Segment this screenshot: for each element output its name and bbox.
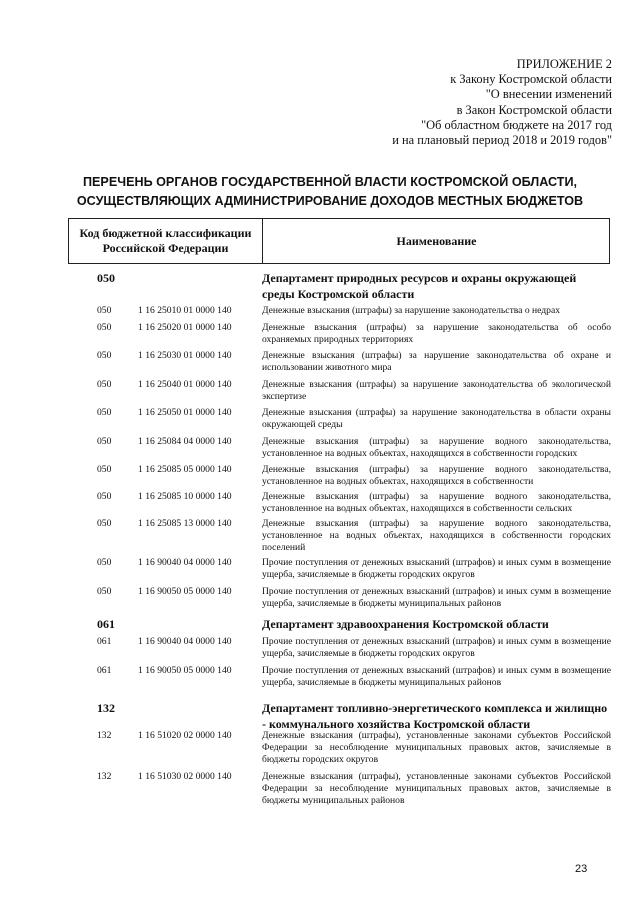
admin-code: 050 — [97, 586, 112, 597]
row-name: Департамент здравоохранения Костромской области — [262, 617, 549, 631]
appendix-line: "Об областном бюджете на 2017 год — [421, 117, 612, 132]
row-name: Денежные взыскания (штрафы) за нарушение законодательства о недрах — [262, 305, 561, 316]
row-name: Прочие поступления от денежных взысканий (штрафов) и иных сумм в возмещение ущерба, зачисляемые в бюджеты муниципальных районов — [262, 665, 611, 688]
budget-code: 1 16 25020 01 0000 140 — [138, 322, 232, 333]
admin-code: 050 — [97, 436, 112, 447]
budget-code: 1 16 25084 04 0000 140 — [138, 436, 232, 447]
budget-code: 1 16 25040 01 0000 140 — [138, 379, 232, 390]
admin-code: 050 — [97, 322, 112, 333]
header-name-cell: Наименование — [396, 234, 477, 248]
document-title-line: ПЕРЕЧЕНЬ ОРГАНОВ ГОСУДАРСТВЕННОЙ ВЛАСТИ КОСТРОМСКОЙ ОБЛАСТИ, — [82, 175, 578, 189]
appendix-header — [392, 57, 612, 148]
appendix-line: к Закону Костромской области — [450, 72, 612, 87]
admin-code: 132 — [97, 771, 112, 782]
row-name: Денежные взыскания (штрафы), установленные законами субъектов Российской Федерации за несоблюдение муниципальных правовых актов, зачисляемые в бюджеты городских округов — [262, 730, 611, 765]
appendix-line: ПРИЛОЖЕНИЕ 2 — [516, 57, 612, 71]
row-name: Департамент природных ресурсов и охраны окружающей среды Костромской области — [262, 271, 577, 301]
admin-code: 132 — [97, 730, 112, 741]
admin-code: 050 — [97, 464, 112, 475]
budget-code: 1 16 25030 01 0000 140 — [138, 350, 232, 361]
appendix-line: в Закон Костромской области — [456, 102, 612, 117]
page-number: 23 — [575, 863, 588, 875]
document-title-line: ОСУЩЕСТВЛЯЮЩИХ АДМИНИСТРИРОВАНИЕ ДОХОДОВ МЕСТНЫХ БЮДЖЕТОВ — [76, 194, 584, 208]
budget-code: 1 16 25085 05 0000 140 — [138, 464, 232, 475]
table-header — [68, 218, 610, 264]
budget-code: 1 16 25085 10 0000 140 — [138, 491, 232, 502]
admin-code: 050 — [97, 379, 112, 390]
budget-code: 1 16 90040 04 0000 140 — [138, 636, 232, 647]
budget-code: 1 16 25010 01 0000 140 — [138, 305, 232, 316]
row-name: Денежные взыскания (штрафы) за нарушение водного законодательства, установленное на водных объектах, находящихся в собственности — [262, 464, 611, 487]
budget-code: 1 16 51020 02 0000 140 — [138, 730, 232, 741]
header-code-line: Российской Федерации — [102, 241, 229, 255]
budget-code: 1 16 51030 02 0000 140 — [138, 771, 232, 782]
admin-code: 132 — [97, 701, 115, 715]
admin-code: 061 — [97, 665, 112, 676]
row-name: Прочие поступления от денежных взысканий (штрафов) и иных сумм в возмещение ущерба, зачисляемые в бюджеты городских округов — [262, 557, 611, 580]
appendix-line: "О внесении изменений — [485, 87, 612, 102]
admin-code: 050 — [97, 518, 112, 529]
admin-code: 050 — [97, 557, 112, 568]
budget-code: 1 16 90040 04 0000 140 — [138, 557, 232, 568]
row-name: Денежные взыскания (штрафы), установленные законами субъектов Российской Федерации за несоблюдение муниципальных правовых актов, зачисляемые в бюджеты муниципальных районов — [262, 771, 611, 806]
row-name: Денежные взыскания (штрафы) за нарушение водного законодательства, установленное на водных объектах, находящихся в собственности городских — [262, 436, 611, 459]
row-name: Денежные взыскания (штрафы) за нарушение законодательства об особо охраняемых природных территориях — [262, 322, 611, 345]
header-code-line: Код бюджетной классификации — [79, 226, 252, 240]
admin-code: 061 — [97, 636, 112, 647]
admin-code: 050 — [97, 491, 112, 502]
admin-code: 050 — [97, 407, 112, 418]
header-code-cell — [69, 219, 263, 263]
budget-code: 1 16 90050 05 0000 140 — [138, 586, 232, 597]
document-title — [60, 173, 600, 211]
row-name: Прочие поступления от денежных взысканий (штрафов) и иных сумм в возмещение ущерба, зачисляемые в бюджеты городских округов — [262, 636, 611, 659]
budget-code: 1 16 25050 01 0000 140 — [138, 407, 232, 418]
admin-code: 050 — [97, 271, 115, 285]
row-name: Денежные взыскания (штрафы) за нарушение водного законодательства, установленное на водных объектах, находящихся в собственности городских поселений — [262, 518, 611, 553]
row-name: Денежные взыскания (штрафы) за нарушение водного законодательства, установленное на водных объектах, находящихся в собственности сельских — [262, 491, 611, 514]
row-name: Денежные взыскания (штрафы) за нарушение законодательства об экологической экспертизе — [262, 379, 611, 402]
admin-code: 061 — [97, 617, 115, 631]
row-name: Департамент топливно-энергетического комплекса и жилищно - коммунального хозяйства Костромской области — [262, 701, 608, 731]
row-name: Денежные взыскания (штрафы) за нарушение законодательства об охране и использовании животного мира — [262, 350, 611, 373]
budget-code: 1 16 90050 05 0000 140 — [138, 665, 232, 676]
row-name: Прочие поступления от денежных взысканий (штрафов) и иных сумм в возмещение ущерба, зачисляемые в бюджеты муниципальных районов — [262, 586, 611, 609]
admin-code: 050 — [97, 350, 112, 361]
row-name: Денежные взыскания (штрафы) за нарушение законодательства в области охраны окружающей среды — [262, 407, 611, 430]
budget-code: 1 16 25085 13 0000 140 — [138, 518, 232, 529]
admin-code: 050 — [97, 305, 112, 316]
appendix-line: и на плановый период 2018 и 2019 годов" — [392, 133, 612, 148]
